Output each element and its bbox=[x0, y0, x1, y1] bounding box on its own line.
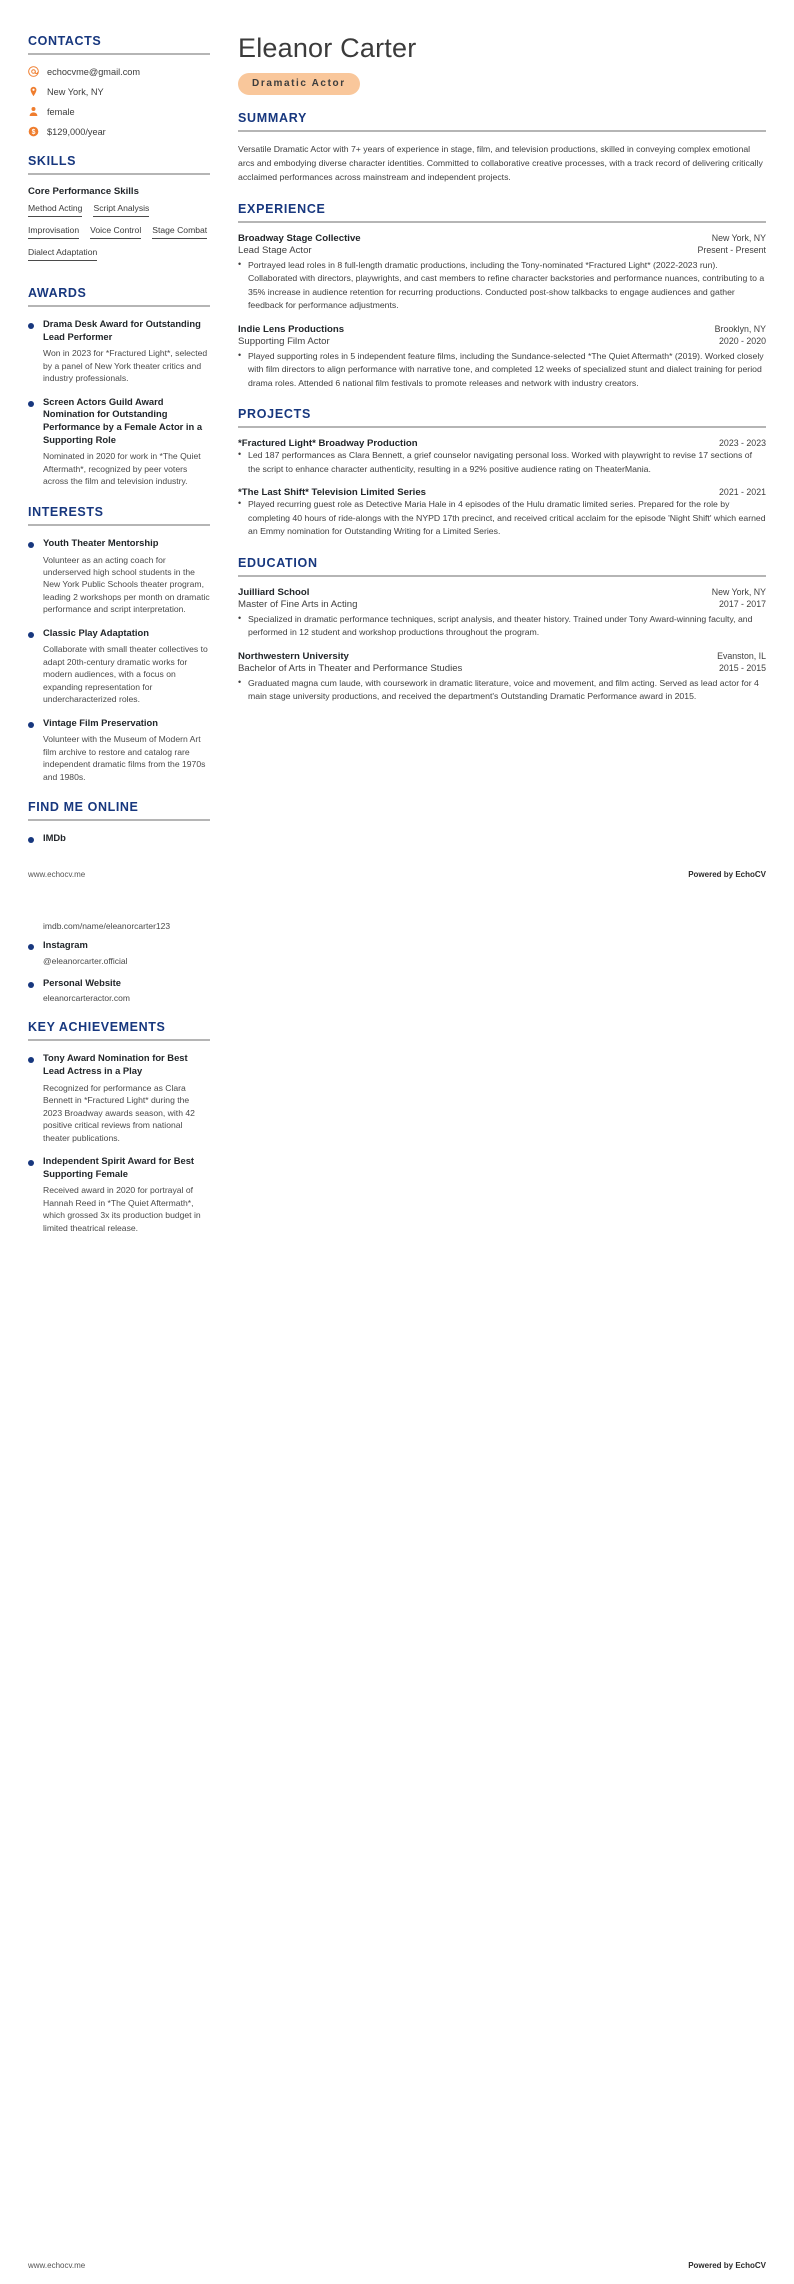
experience-bullets bbox=[238, 259, 766, 313]
summary-heading: SUMMARY bbox=[238, 110, 308, 125]
resume-page-2 bbox=[0, 919, 794, 1251]
experience-org: Broadway Stage Collective bbox=[238, 232, 361, 244]
education-school: Juilliard School bbox=[238, 586, 310, 598]
education-location: New York, NY bbox=[711, 586, 766, 597]
footer-site-url[interactable]: www.echocv.me bbox=[28, 869, 86, 879]
interest-title: Classic Play Adaptation bbox=[43, 626, 149, 638]
education-section bbox=[238, 556, 766, 704]
contact-location bbox=[28, 86, 210, 97]
contacts-section bbox=[28, 34, 210, 137]
bullet-dot-icon bbox=[28, 542, 34, 548]
bullet-dot-icon bbox=[28, 722, 34, 728]
bullet-item: • Specialized in dramatic performance techniques, script analysis, and theater history. Trained under Tony Award-winning faculty, and performed in 12 student and workshop productions throughout the program. bbox=[238, 613, 766, 640]
online-profile-url[interactable]: imdb.com/name/eleanorcarter123 bbox=[43, 920, 171, 931]
interests-section bbox=[28, 505, 210, 783]
bullet-dot-icon bbox=[28, 944, 34, 950]
skill-tag: Dialect Adaptation bbox=[28, 247, 97, 261]
sidebar-continued bbox=[28, 919, 224, 1251]
achievement-description: Received award in 2020 for portrayal of Hannah Reed in *The Quiet Aftermath*, which grossed 3x its production budget in limited theatrical release. bbox=[43, 1185, 201, 1233]
footer-powered-by bbox=[688, 870, 766, 879]
experience-heading: EXPERIENCE bbox=[238, 201, 326, 216]
summary-section bbox=[238, 111, 766, 185]
footer-brand-name: EchoCV bbox=[735, 869, 766, 879]
footer-powered-by bbox=[688, 2261, 766, 2270]
page-footer-1 bbox=[0, 870, 794, 879]
skill-tag: Method Acting bbox=[28, 203, 82, 217]
projects-heading: PROJECTS bbox=[238, 407, 311, 422]
page-columns bbox=[28, 919, 766, 1251]
experience-role: Supporting Film Actor bbox=[238, 335, 330, 347]
education-dates: 2017 - 2017 bbox=[719, 598, 766, 609]
project-dates: 2023 - 2023 bbox=[719, 438, 766, 449]
person-icon bbox=[28, 106, 39, 117]
education-bullets bbox=[238, 613, 766, 640]
award-title: Drama Desk Award for Outstanding Lead Performer bbox=[43, 318, 201, 342]
skill-tag: Voice Control bbox=[90, 225, 141, 239]
skills-heading: SKILLS bbox=[28, 154, 77, 168]
bullet-item: • Led 187 performances as Clara Bennett, a grief counselor navigating personal loss. Worked with playwright to revise 17 sections of the script to enhance character authenticity, resulting in a 92% positive audience rating on TheaterMania. bbox=[238, 449, 766, 476]
section-divider bbox=[238, 130, 766, 132]
contact-email-value: echocvme@gmail.com bbox=[47, 66, 141, 77]
award-description: Nominated in 2020 for work in *The Quiet Aftermath*, recognized by peer voters across the film and television industry. bbox=[43, 451, 201, 487]
online-profile-item[interactable] bbox=[28, 919, 210, 931]
page-title: Eleanor Carter bbox=[238, 33, 417, 63]
skill-tag: Improvisation bbox=[28, 225, 79, 239]
footer-site-url[interactable]: www.echocv.me bbox=[28, 2261, 86, 2271]
bullet-dot-icon bbox=[28, 982, 34, 988]
bullet-dot-icon bbox=[28, 401, 34, 407]
contact-gender bbox=[28, 106, 210, 117]
key-achievements-heading: KEY ACHIEVEMENTS bbox=[28, 1020, 166, 1035]
experience-entry bbox=[238, 324, 766, 390]
online-profile-item[interactable] bbox=[28, 977, 210, 1004]
interest-description: Volunteer with the Museum of Modern Art film archive to restore and catalog rare independent dramatic films from the 1970s and 1980s. bbox=[43, 734, 206, 782]
skills-tag-list bbox=[28, 203, 210, 269]
bullet-dot-icon bbox=[28, 1160, 34, 1166]
achievement-description: Recognized for performance as Clara Bennett in *Fractured Light* during the 2023 Broadway awards season, with 42 positive critical reviews from national theater publications. bbox=[43, 1082, 195, 1143]
section-divider bbox=[28, 53, 210, 55]
online-profile-item[interactable] bbox=[28, 832, 210, 849]
interest-title: Vintage Film Preservation bbox=[43, 716, 158, 728]
online-profile-handle[interactable]: @eleanorcarter.official bbox=[43, 955, 128, 966]
experience-section bbox=[238, 202, 766, 390]
education-degree: Bachelor of Arts in Theater and Performance Studies bbox=[238, 662, 463, 674]
page-break-spacer bbox=[0, 879, 794, 919]
footer-brand-name: EchoCV bbox=[735, 2261, 766, 2271]
section-divider bbox=[28, 819, 210, 821]
sidebar bbox=[28, 34, 224, 866]
bullet-item: • Graduated magna cum laude, with coursework in dramatic literature, voice and movement, and film acting. Served as lead actor for 4 main stage university productions, and received the department's Outstanding Dramatic Performance award in 2015. bbox=[238, 677, 766, 704]
section-divider bbox=[238, 221, 766, 223]
contacts-list bbox=[28, 66, 210, 137]
project-bullets bbox=[238, 449, 766, 476]
project-title: *Fractured Light* Broadway Production bbox=[238, 438, 418, 450]
award-title: Screen Actors Guild Award Nomination for Outstanding Performance by a Female Actor in a Supporting Role bbox=[43, 395, 203, 445]
find-me-online-continued bbox=[28, 919, 210, 1003]
education-school: Northwestern University bbox=[238, 650, 349, 662]
contact-email[interactable] bbox=[28, 66, 210, 77]
page-columns bbox=[28, 34, 766, 866]
project-entry bbox=[238, 487, 766, 538]
achievement-item bbox=[28, 1155, 210, 1234]
section-divider bbox=[28, 1039, 210, 1041]
section-divider bbox=[28, 305, 210, 307]
online-profile-url[interactable]: eleanorcarteractor.com bbox=[43, 993, 130, 1004]
online-profile-title: Instagram bbox=[43, 938, 88, 950]
experience-dates: 2020 - 2020 bbox=[719, 335, 766, 346]
contact-salary bbox=[28, 126, 210, 137]
bullet-dot-icon bbox=[28, 1057, 34, 1063]
bullet-item: • Played supporting roles in 5 independent feature films, including the Sundance-selected *The Quiet Aftermath* (2019). Worked closely with film directors to align performance with narrative tone, and completed 12 weeks of specialized stunt and dialect training for period drama roles. Attended 6 national film festivals to promote releases and network with industry creators. bbox=[238, 350, 766, 390]
award-item bbox=[28, 318, 210, 385]
education-degree: Master of Fine Arts in Acting bbox=[238, 598, 358, 610]
bullet-dot-icon bbox=[28, 632, 34, 638]
section-divider bbox=[238, 426, 766, 428]
education-entry bbox=[238, 587, 766, 640]
find-me-online-section bbox=[28, 800, 210, 849]
section-divider bbox=[28, 524, 210, 526]
experience-location: Brooklyn, NY bbox=[714, 323, 766, 334]
main-content bbox=[224, 34, 766, 721]
location-pin-icon bbox=[28, 86, 39, 97]
award-item bbox=[28, 396, 210, 488]
email-icon bbox=[28, 66, 39, 77]
projects-section bbox=[238, 407, 766, 538]
contact-location-value: New York, NY bbox=[47, 86, 104, 97]
achievement-title: Independent Spirit Award for Best Supporting Female bbox=[43, 1154, 195, 1179]
interest-description: Volunteer as an acting coach for underserved high school students in the New York Public Schools theater program, leading 2 workshops per month on dramatic performance and script interpretation. bbox=[43, 554, 210, 615]
skill-tag: Stage Combat bbox=[152, 225, 207, 239]
section-divider bbox=[28, 173, 210, 175]
interest-title: Youth Theater Mentorship bbox=[43, 536, 159, 548]
project-dates: 2021 - 2021 bbox=[719, 487, 766, 498]
job-title-badge: Dramatic Actor bbox=[238, 73, 360, 95]
experience-bullets bbox=[238, 350, 766, 390]
bullet-item: • Portrayed lead roles in 8 full-length dramatic productions, including the Tony-nominated *Fractured Light* (2022-2023 run). Collaborated with directors, playwrights, and cast members to refine character backstories and performance nuances, contributing to a 35% increase in audience retention for recurring productions. Conducted post-show talkbacks to engage audiences and gather feedback for performance adjustments. bbox=[238, 259, 766, 313]
awards-section bbox=[28, 286, 210, 488]
section-divider bbox=[238, 575, 766, 577]
experience-role: Lead Stage Actor bbox=[238, 244, 312, 256]
education-entry bbox=[238, 651, 766, 704]
footer-powered-prefix: Powered by bbox=[688, 2261, 736, 2271]
achievement-title: Tony Award Nomination for Best Lead Actress in a Play bbox=[43, 1052, 188, 1076]
project-entry bbox=[238, 438, 766, 476]
awards-heading: AWARDS bbox=[28, 286, 87, 300]
contact-gender-value: female bbox=[47, 106, 75, 117]
find-me-online-heading: FIND ME ONLINE bbox=[28, 800, 139, 815]
bullet-item: • Played recurring guest role as Detective Maria Hale in 4 episodes of the Hulu dramatic limited series. Prepared for the role by completing 40 hours of ride-alongs with the NYPD 17th precinct, and received critical acclaim for the episode 'Night Shift' which earned an Emmy nomination for Outstanding Writing for a Limited Series. bbox=[238, 498, 766, 538]
salary-coin-icon bbox=[28, 126, 39, 137]
education-location: Evanston, IL bbox=[717, 650, 766, 661]
contact-salary-value: $129,000/year bbox=[47, 126, 106, 137]
experience-dates: Present - Present bbox=[697, 244, 766, 255]
interest-item bbox=[28, 537, 210, 616]
contacts-heading: CONTACTS bbox=[28, 34, 102, 48]
experience-org: Indie Lens Productions bbox=[238, 323, 345, 335]
interest-item bbox=[28, 627, 210, 706]
summary-text: Versatile Dramatic Actor with 7+ years of experience in stage, film, and television productions, skilled in conveying complex emotional arcs and embodying diverse character identities. Committed to collaborative creative processes, with a track record of delivering critically acclaimed performances across mainstream and independent projects. bbox=[238, 143, 763, 183]
education-bullets bbox=[238, 677, 766, 704]
experience-entry bbox=[238, 233, 766, 313]
resume-page-1 bbox=[0, 0, 794, 866]
education-dates: 2015 - 2015 bbox=[719, 662, 766, 673]
online-profile-item[interactable] bbox=[28, 939, 210, 966]
achievement-item bbox=[28, 1052, 210, 1144]
bullet-dot-icon bbox=[28, 837, 34, 843]
interest-item bbox=[28, 717, 210, 784]
project-bullets bbox=[238, 498, 766, 538]
page-footer-2 bbox=[0, 2261, 794, 2284]
svg-text:$: $ bbox=[31, 128, 36, 136]
online-profile-title: IMDb bbox=[43, 832, 66, 844]
footer-powered-prefix: Powered by bbox=[688, 869, 736, 879]
interest-description: Collaborate with small theater collectives to adapt 20th-century dramatic works for modern audiences, with a focus on expanding representation for undercharacterized roles. bbox=[43, 644, 208, 705]
online-profile-title: Personal Website bbox=[43, 976, 121, 988]
interests-heading: INTERESTS bbox=[28, 504, 104, 519]
key-achievements-section bbox=[28, 1020, 210, 1234]
skills-group-title: Core Performance Skills bbox=[28, 186, 139, 197]
project-title: *The Last Shift* Television Limited Series bbox=[238, 487, 427, 499]
bullet-dot-icon bbox=[28, 323, 34, 329]
skills-section bbox=[28, 154, 210, 269]
award-description: Won in 2023 for *Fractured Light*, selected by a panel of New York theater critics and industry professionals. bbox=[43, 348, 208, 384]
skill-tag: Script Analysis bbox=[93, 203, 149, 217]
experience-location: New York, NY bbox=[711, 232, 766, 243]
education-heading: EDUCATION bbox=[238, 555, 318, 570]
